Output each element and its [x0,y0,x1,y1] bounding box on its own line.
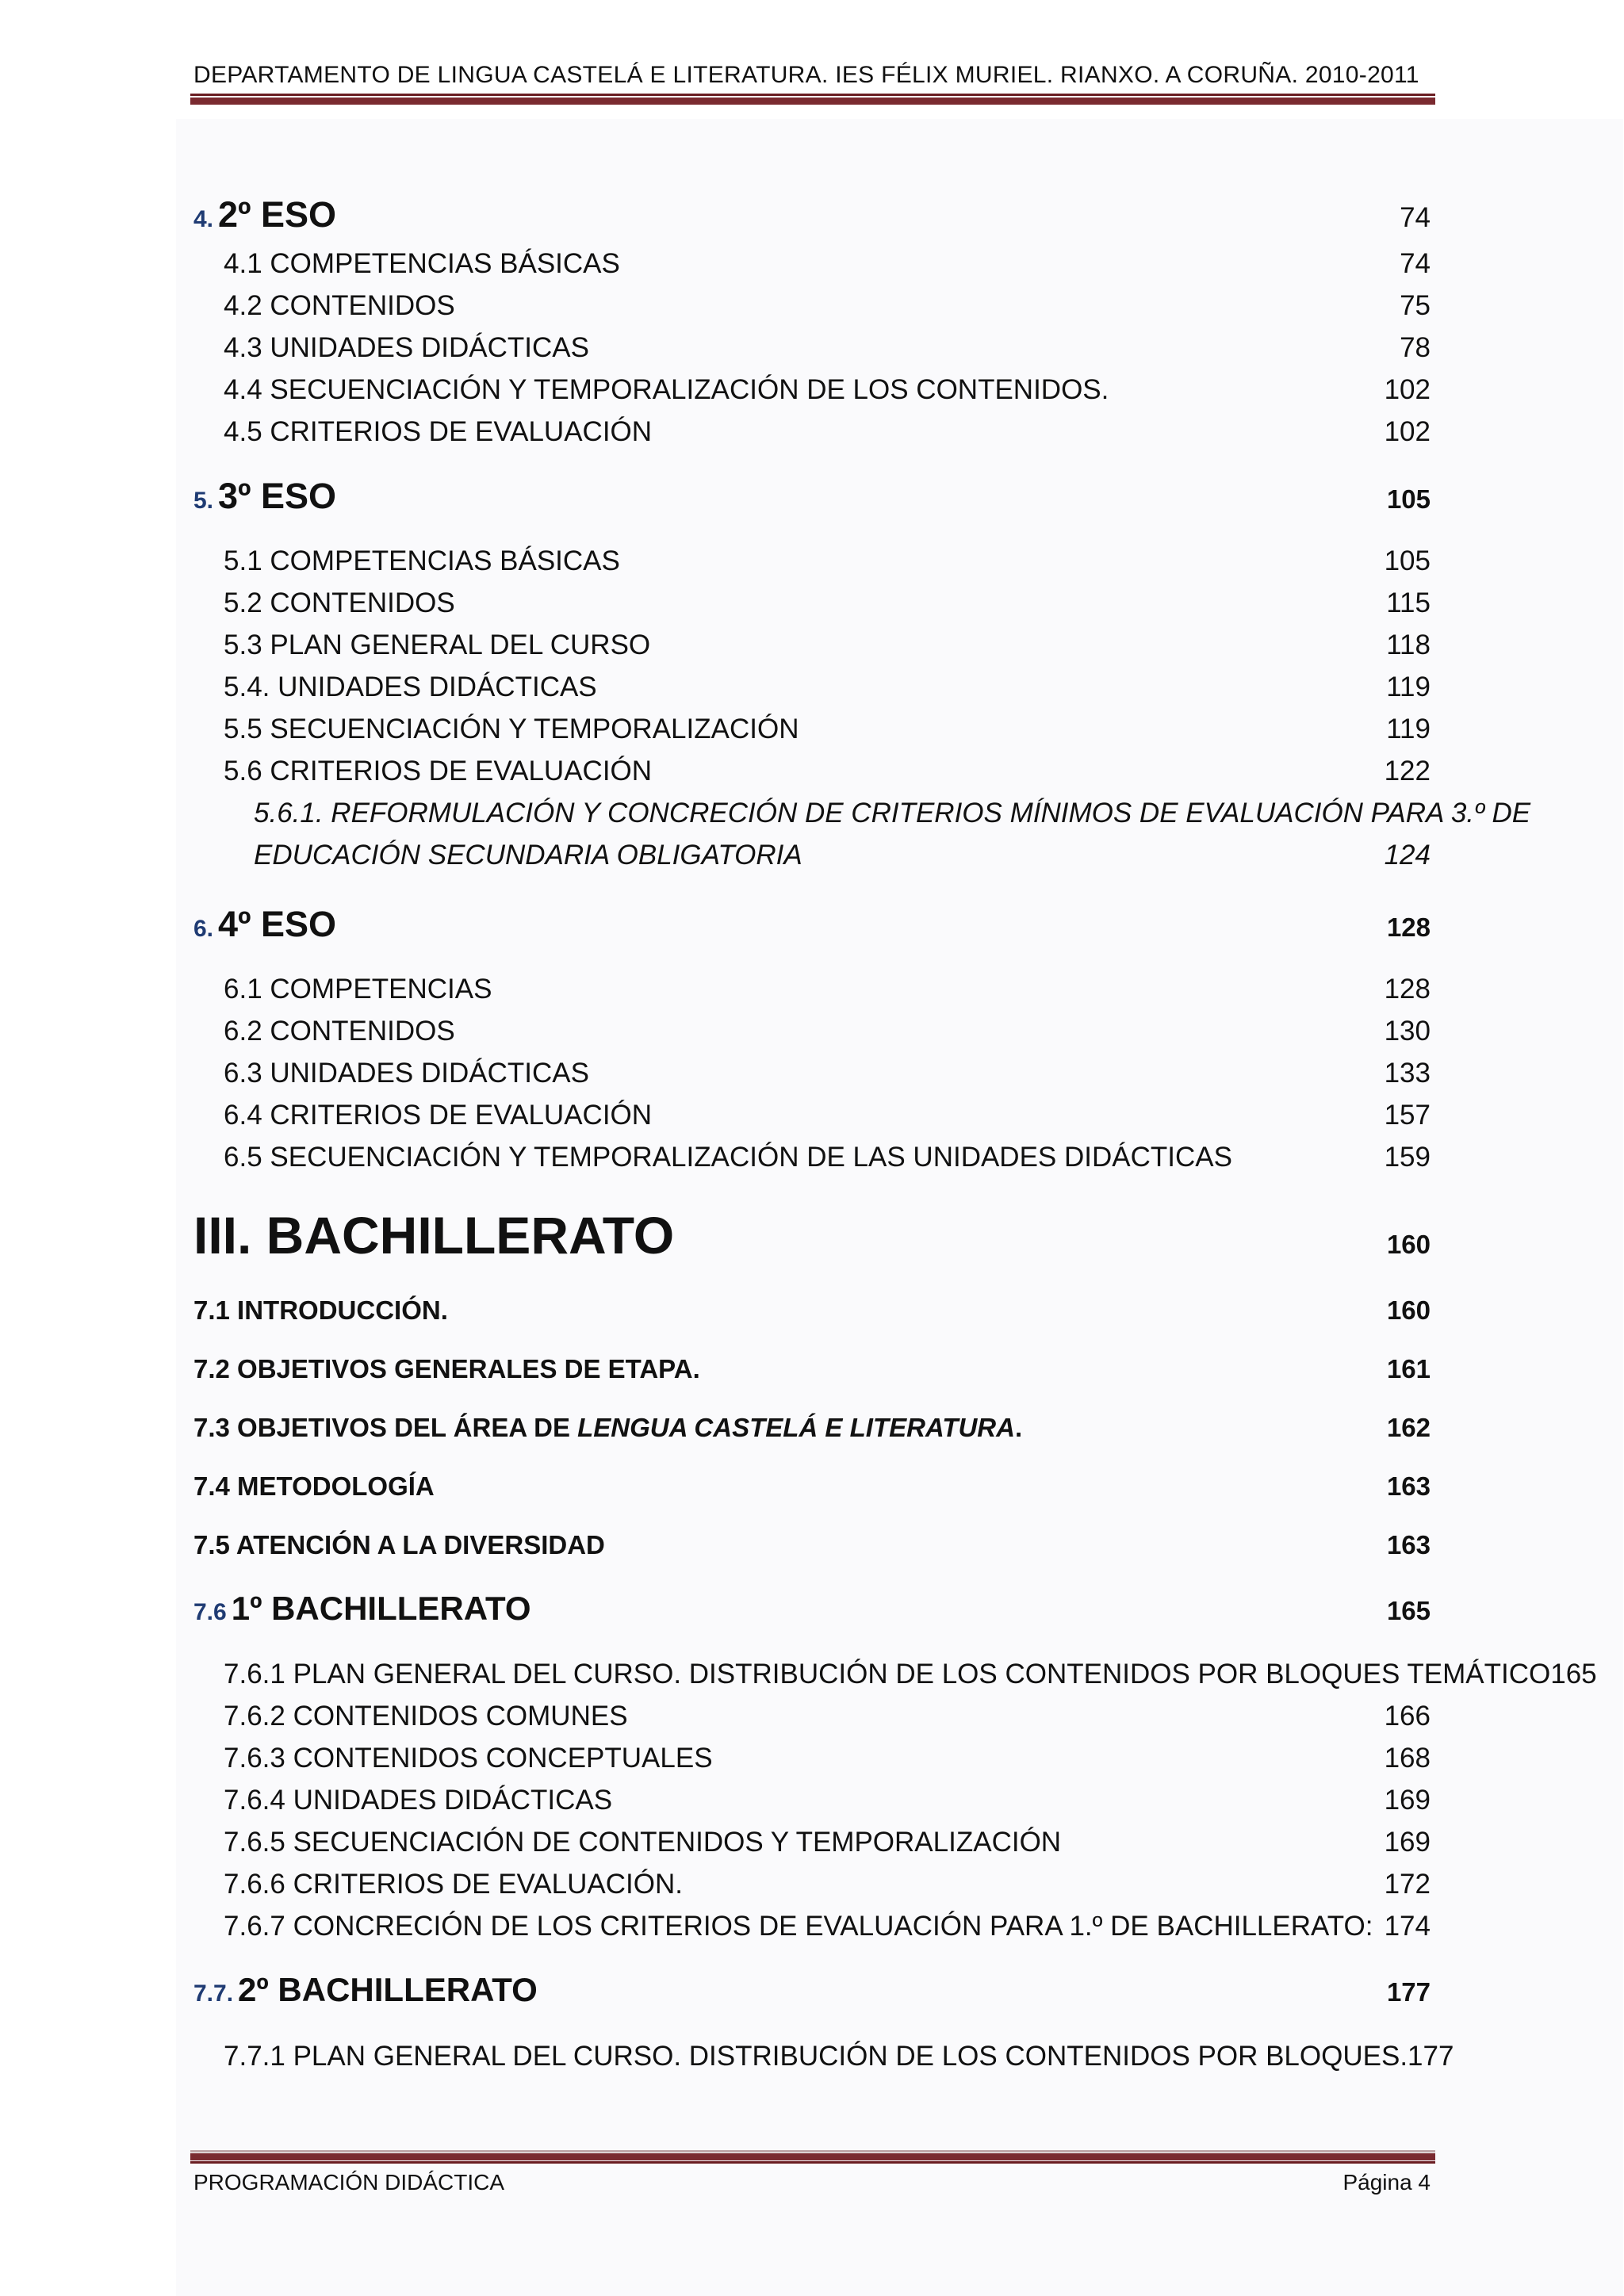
toc-entry[interactable] [193,587,1431,619]
section-title: 3º ESO [218,476,337,516]
page-number: 105 [1384,545,1431,576]
page-number: 163 [1386,1471,1431,1501]
entry-text: 5.2 CONTENIDOS [224,587,455,618]
entry-text-end: . [1014,1413,1023,1442]
toc-entry[interactable] [193,1827,1431,1858]
entry-text: 4.2 CONTENIDOS [224,290,455,321]
toc-heading[interactable] [193,1295,1431,1326]
entry-text: 7.6.3 CONTENIDOS CONCEPTUALES [224,1743,713,1774]
page-number: 177 [1386,1977,1431,2007]
entry-text: 7.1 INTRODUCCIÓN. [193,1295,448,1325]
page-number: 102 [1384,374,1431,405]
toc-entry[interactable] [193,1869,1431,1900]
entry-text: 7.2 OBJETIVOS GENERALES DE ETAPA. [193,1354,700,1383]
page-number: 169 [1384,1785,1431,1816]
toc-entry[interactable] [193,629,1431,661]
entry-text: 6.4 CRITERIOS DE EVALUACIÓN [224,1100,653,1131]
entry-text: 6.3 UNIDADES DIDÁCTICAS [224,1058,589,1089]
toc-section-6[interactable] [193,904,1431,945]
entry-text: 7.5 ATENCIÓN A LA DIVERSIDAD [193,1530,605,1559]
entry-text: 7.6.4 UNIDADES DIDÁCTICAS [224,1785,613,1816]
toc-entry-italic-line2[interactable] [193,840,1431,871]
footer-rule-thick [190,2153,1435,2160]
footer-rule-shadow [190,2150,1435,2152]
entry-text: 5.4. UNIDADES DIDÁCTICAS [224,672,597,702]
toc-heading[interactable] [193,1530,1431,1560]
page-number: 102 [1384,416,1431,447]
entry-text: 6.5 SECUENCIACIÓN Y TEMPORALIZACIÓN DE LAS UNIDADES DIDÁCTICAS [224,1142,1232,1173]
toc-entry[interactable] [193,1911,1431,1942]
header-rule-thin [190,94,1435,96]
page-number: 133 [1384,1058,1431,1089]
entry-text: 5.6 CRITERIOS DE EVALUACIÓN [224,756,653,786]
toc-section-4[interactable] [193,194,1431,235]
page-number: 78 [1400,332,1431,363]
page-number: 166 [1384,1701,1431,1732]
page-number: 119 [1386,714,1431,744]
page-number: 119 [1386,672,1431,702]
toc-part-3[interactable] [193,1205,1431,1265]
toc-entry[interactable] [193,374,1431,406]
toc-entry[interactable] [193,332,1431,364]
toc-entry[interactable] [193,1701,1431,1732]
section-title: 1º BACHILLERATO [231,1590,531,1627]
toc-entry[interactable] [193,1100,1431,1131]
toc-entry[interactable] [193,1016,1431,1047]
entry-text: 4.4 SECUENCIACIÓN Y TEMPORALIZACIÓN DE LOS CONTENIDOS. [224,374,1109,405]
toc-entry[interactable] [193,672,1431,703]
toc-entry[interactable] [193,545,1431,577]
entry-text: 7.3 OBJETIVOS DEL ÁREA DE [193,1413,578,1442]
header-rule-thick [190,98,1435,105]
entry-text: 4.3 UNIDADES DIDÁCTICAS [224,332,589,363]
page-number: 169 [1384,1827,1431,1858]
toc-entry[interactable] [193,1058,1431,1089]
page-number: 128 [1386,913,1431,942]
page-number: 128 [1384,974,1431,1004]
page-number: 172 [1384,1869,1431,1900]
entry-text: 7.6.6 CRITERIOS DE EVALUACIÓN. [224,1869,683,1900]
toc-entry[interactable] [193,1785,1431,1816]
section-title: 2º ESO [218,194,337,235]
toc-heading[interactable] [193,1471,1431,1502]
page-number: 115 [1386,587,1431,618]
footer-title: PROGRAMACIÓN DIDÁCTICA [193,2170,505,2195]
page-number: 161 [1386,1354,1431,1383]
toc-entry[interactable] [193,1659,1597,1690]
toc-section-5[interactable] [193,476,1431,517]
entry-text: 7.7.1 PLAN GENERAL DEL CURSO. DISTRIBUCIÓN DE LOS CONTENIDOS POR BLOQUES. [224,2041,1408,2072]
entry-text: 5.6.1. REFORMULACIÓN Y CONCRECIÓN DE CRITERIOS MÍNIMOS DE EVALUACIÓN PARA 3.º DE [254,798,1531,828]
entry-text: 6.2 CONTENIDOS [224,1016,455,1047]
page-number: 105 [1386,484,1431,514]
entry-text: 7.6.7 CONCRECIÓN DE LOS CRITERIOS DE EVALUACIÓN PARA 1.º DE BACHILLERATO: [224,1911,1373,1942]
page-number: 162 [1386,1413,1431,1442]
page-number: 165 [1386,1596,1431,1625]
page-number: 157 [1384,1100,1431,1131]
toc-entry[interactable] [193,290,1431,322]
entry-text: 6.1 COMPETENCIAS [224,974,492,1004]
page-number: 165 [1550,1659,1597,1689]
page-number: 118 [1386,629,1431,660]
entry-text-italic: LENGUA CASTELÁ E LITERATURA [577,1413,1015,1442]
toc-section-7-6[interactable] [193,1590,1431,1628]
entry-text: 7.6.5 SECUENCIACIÓN DE CONTENIDOS Y TEMPORALIZACIÓN [224,1827,1062,1858]
section-title: 4º ESO [218,904,337,944]
section-number: 4. [193,206,214,232]
entry-text: 7.6.2 CONTENIDOS COMUNES [224,1701,628,1732]
entry-text: 4.5 CRITERIOS DE EVALUACIÓN [224,416,653,447]
toc-entry[interactable] [193,248,1431,280]
toc-entry-italic-line1[interactable] [193,798,1531,829]
toc-entry[interactable] [193,756,1431,787]
page-number: 159 [1384,1142,1431,1173]
toc-entry[interactable] [193,416,1431,448]
section-title: 2º BACHILLERATO [238,1971,538,2008]
toc-entry[interactable] [193,974,1431,1005]
section-number: 7.7. [193,1980,234,2007]
section-number: 6. [193,916,214,942]
toc-section-7-7[interactable] [193,1971,1431,2009]
section-number: 5. [193,488,214,514]
page-number: 168 [1384,1743,1431,1774]
toc-heading[interactable] [193,1413,1431,1443]
entry-text: 4.1 COMPETENCIAS BÁSICAS [224,248,620,279]
page-number: 177 [1408,2041,1454,2072]
toc-entry[interactable] [193,714,1431,745]
toc-heading[interactable] [193,1354,1431,1384]
entry-text: 7.4 METODOLOGÍA [193,1471,435,1501]
toc-entry[interactable] [193,1743,1431,1774]
page-number: 130 [1384,1016,1431,1047]
page-number: 160 [1386,1230,1431,1259]
part-title: III. BACHILLERATO [193,1206,675,1265]
section-number: 7.6 [193,1599,227,1625]
page-number: 122 [1384,756,1431,786]
footer-page-number: Página 4 [1342,2170,1431,2195]
page-number: 163 [1386,1530,1431,1559]
page-number: 160 [1386,1295,1431,1325]
entry-text: 5.1 COMPETENCIAS BÁSICAS [224,545,620,576]
page-number: 74 [1400,202,1431,233]
page-header-title: DEPARTAMENTO DE LINGUA CASTELÁ E LITERATURA. IES FÉLIX MURIEL. RIANXO. A CORUÑA. 2010-2011 [193,62,1419,88]
page-number: 124 [1384,840,1431,871]
entry-text: 5.5 SECUENCIACIÓN Y TEMPORALIZACIÓN [224,714,799,744]
entry-text: 5.3 PLAN GENERAL DEL CURSO [224,629,651,660]
entry-text: EDUCACIÓN SECUNDARIA OBLIGATORIA [254,840,802,871]
entry-text: 7.6.1 PLAN GENERAL DEL CURSO. DISTRIBUCIÓN DE LOS CONTENIDOS POR BLOQUES TEMÁTICO [224,1659,1551,1689]
page-number: 74 [1400,248,1431,279]
footer-rule-thin [190,2161,1435,2164]
toc-entry[interactable] [193,2041,1454,2072]
page-number: 75 [1400,290,1431,321]
page-number: 174 [1384,1911,1431,1942]
toc-entry[interactable] [193,1142,1431,1173]
